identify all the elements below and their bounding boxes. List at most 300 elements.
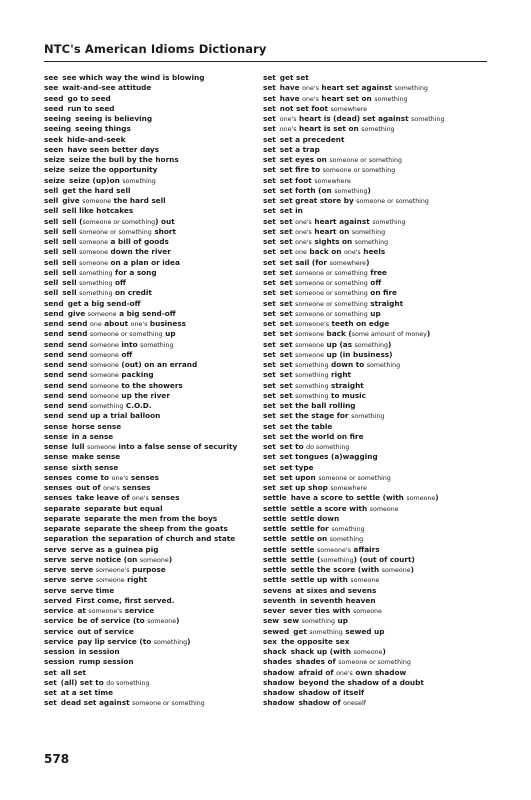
entry-headword: set [263, 370, 276, 380]
entry-headword: set [263, 206, 276, 216]
entry-phrase-text: send [67, 401, 90, 410]
entry-phrase-text: in seventh heaven [299, 595, 376, 605]
entry-phrase-text: set type [279, 462, 314, 472]
entry-headword: sense [44, 442, 68, 451]
entry-phrase-text: at a set time [60, 688, 114, 697]
entry-phrase-text: set eyes on [279, 155, 330, 164]
index-entry [44, 637, 259, 647]
entry-phrase-text: ) [187, 636, 191, 646]
entry-headword: see [44, 73, 59, 82]
entry-phrase-text: senses [119, 483, 151, 492]
entry-phrase-text: have [279, 93, 303, 103]
entry-phrase-text: set up shop [279, 483, 331, 492]
entry-phrase-text: to the showers [118, 380, 183, 390]
index-entry [263, 401, 478, 411]
entry-phrase-text: up the river [118, 390, 170, 400]
entry-phrase-text: down to [328, 360, 367, 369]
entry-headword: seize [44, 175, 65, 185]
index-entry [263, 73, 478, 83]
entry-headword: set [263, 83, 276, 93]
index-entry [44, 155, 259, 165]
entry-placeholder-text: something [361, 126, 395, 134]
entry-headword: serve [44, 585, 67, 595]
entry-phrase-text: get [293, 626, 310, 636]
entry-headword: service [44, 626, 74, 636]
entry-placeholder-text: one's [302, 85, 319, 93]
entry-headword: sell [44, 185, 59, 195]
entry-phrase-text: sell [62, 257, 80, 267]
entry-headword: see [44, 83, 59, 93]
entry-phrase-text: off [367, 278, 382, 287]
index-entry [263, 227, 478, 237]
entry-placeholder-text: something [79, 280, 113, 287]
index-entry [263, 565, 478, 575]
entry-placeholder-text: someone or something [295, 300, 368, 308]
entry-headword: set [263, 472, 276, 482]
entry-phrase-text: set upon [279, 472, 319, 482]
index-entry [44, 135, 259, 145]
index-entry [44, 299, 259, 309]
index-entry [263, 483, 478, 493]
entry-headword: send [44, 298, 64, 308]
entry-headword: seek [44, 134, 64, 144]
entry-phrase-text: sell [62, 288, 80, 298]
entry-placeholder-text: something [351, 228, 386, 236]
index-entry [44, 258, 259, 268]
entry-headword: sell [44, 226, 59, 236]
entry-phrase-text: into a false sense of security [115, 442, 238, 451]
index-entry [44, 227, 259, 237]
entry-headword: sense [44, 431, 68, 441]
entry-headword: set [263, 134, 276, 144]
entry-phrase-text: set [279, 360, 296, 369]
entry-headword: set [263, 155, 276, 164]
entry-placeholder-text: someone [79, 259, 108, 267]
index-entry [263, 555, 478, 565]
entry-headword: set [263, 421, 276, 431]
entry-placeholder-text: somewhere [314, 177, 351, 185]
index-entry [263, 104, 478, 114]
entry-placeholder-text: one's [343, 249, 361, 257]
entry-headword: sell [44, 278, 59, 287]
entry-headword: sell [44, 216, 59, 226]
entry-headword: set [263, 339, 276, 349]
entry-headword: settle [263, 513, 287, 523]
entry-headword: set [263, 114, 276, 123]
index-entry [263, 473, 478, 483]
index-entry [44, 124, 259, 134]
entry-headword: set [263, 124, 276, 134]
entry-phrase-text: ) [426, 329, 431, 339]
entry-headword: separate [44, 503, 81, 513]
entry-headword: set [263, 226, 276, 236]
entry-headword: set [263, 360, 276, 369]
index-entry [263, 637, 478, 647]
entry-headword: settle [263, 503, 287, 513]
index-entry [263, 237, 478, 247]
entry-phrase-text: short [151, 226, 176, 236]
entry-placeholder-text: something [354, 239, 389, 246]
index-entry [44, 206, 259, 216]
index-entry [263, 586, 478, 596]
entry-placeholder-text: something [331, 526, 365, 533]
entry-phrase-text: have [279, 83, 303, 93]
entry-phrase-text: shades of [295, 657, 339, 667]
index-entry [44, 678, 259, 688]
entry-phrase-text: heels [360, 247, 386, 257]
entry-placeholder-text: one's [336, 669, 353, 677]
entry-placeholder-text: something [366, 362, 401, 369]
index-entry [44, 104, 259, 114]
entry-placeholder-text: something [89, 403, 124, 410]
entry-phrase-text: own shadow [352, 667, 407, 677]
index-entry [44, 596, 259, 606]
entry-phrase-text: sell like hotcakes [62, 206, 134, 216]
index-entry [263, 647, 478, 657]
entry-placeholder-text: some amount of money [351, 331, 427, 339]
entry-phrase-text: set the world on fire [279, 431, 364, 441]
entry-headword: set [263, 247, 276, 257]
entry-headword: senses [44, 472, 73, 482]
entry-phrase-text: set foot [279, 175, 315, 185]
entry-headword: set [263, 319, 276, 328]
entry-phrase-text: up [334, 616, 348, 626]
entry-headword: service [44, 606, 74, 615]
entry-phrase-text: heart on [311, 226, 352, 236]
entry-phrase-text: heart set against [318, 83, 395, 93]
entry-placeholder-text: one's [279, 116, 297, 123]
index-entry [44, 350, 259, 360]
entry-phrase-text: get set [279, 73, 309, 82]
index-entry [44, 319, 259, 329]
index-entry [44, 688, 259, 698]
entry-phrase-text: give [67, 308, 88, 318]
entry-phrase-text: set a trap [279, 144, 320, 154]
index-entry [44, 278, 259, 288]
entry-phrase-text: settle for [290, 524, 332, 533]
entry-phrase-text: send [67, 339, 90, 349]
entry-headword: set [263, 196, 276, 205]
entry-placeholder-text: someone [82, 198, 112, 205]
entry-phrase-text: get a big send-off [67, 298, 141, 308]
entry-headword: set [263, 288, 276, 298]
entry-phrase-text: set [279, 226, 296, 236]
entry-phrase-text: set to [279, 442, 307, 451]
index-entry [263, 268, 478, 278]
index-entry [263, 370, 478, 380]
entry-headword: send [44, 329, 64, 339]
entry-phrase-text: at sixes and sevens [295, 585, 377, 595]
index-entry [44, 176, 259, 186]
entry-headword: set [263, 452, 276, 462]
entry-phrase-text: the separation of church and state [92, 534, 236, 544]
index-entry [263, 176, 478, 186]
entry-placeholder-text: someone [353, 608, 382, 615]
entry-phrase-text: settle down [290, 513, 340, 523]
entry-phrase-text: out of service [77, 626, 134, 636]
entry-phrase-text: service [122, 606, 155, 615]
index-entry [263, 329, 478, 339]
entry-phrase-text: a big send-off [116, 308, 176, 318]
entry-phrase-text: lull [71, 442, 88, 451]
right-column [263, 73, 478, 709]
index-entry [44, 391, 259, 401]
index-entry [263, 124, 478, 134]
index-entry [44, 668, 259, 678]
entry-placeholder-text: one's [295, 239, 312, 246]
index-entry [263, 381, 478, 391]
index-entry [44, 217, 259, 227]
entry-phrase-text: set [279, 349, 296, 359]
index-entry [263, 504, 478, 514]
entry-placeholder-text: someone [87, 444, 116, 451]
entry-headword: senses [44, 483, 73, 492]
entry-phrase-text: the opposite sex [281, 636, 350, 646]
index-entry [263, 145, 478, 155]
entry-phrase-text: separate but equal [84, 503, 163, 513]
index-entry [44, 463, 259, 473]
entry-phrase-text: set the stage for [279, 411, 352, 421]
entry-phrase-text: affairs [350, 544, 380, 554]
index-entry [263, 258, 478, 268]
entry-placeholder-text: someone or something [318, 474, 391, 482]
index-entry [44, 534, 259, 544]
entry-placeholder-text: someone's [316, 546, 351, 554]
entry-phrase-text: ) [382, 647, 386, 656]
entry-headword: seize [44, 155, 65, 164]
entry-phrase-text: sixth sense [71, 462, 119, 472]
index-entry [44, 524, 259, 534]
entry-phrase-text: ) [387, 339, 392, 349]
index-entry [44, 237, 259, 247]
index-entry [44, 94, 259, 104]
entry-headword: set [263, 298, 276, 308]
index-entry [44, 411, 259, 421]
entry-placeholder-text: somewhere [330, 105, 368, 113]
entry-phrase-text: ) [168, 554, 173, 564]
entry-phrase-text: send [67, 349, 90, 359]
entry-phrase-text: packing [118, 370, 154, 380]
entry-phrase-text: ) (out of court) [353, 554, 415, 564]
entry-phrase-text: sell [62, 226, 80, 236]
entry-placeholder-text: someone [139, 556, 169, 564]
entry-placeholder-text: something [351, 413, 385, 421]
entry-phrase-text: sever ties with [289, 606, 354, 615]
entry-phrase-text: in a sense [71, 431, 114, 441]
index-entry [263, 657, 478, 667]
entry-headword: shadow [263, 688, 295, 697]
entry-headword: session [44, 657, 75, 667]
entry-headword: sevens [263, 585, 292, 595]
entry-headword: sell [44, 288, 59, 298]
index-entry [44, 545, 259, 555]
entry-phrase-text: off [118, 349, 133, 359]
entry-headword: seize [44, 165, 65, 175]
entry-phrase-text: go to seed [67, 93, 111, 103]
entry-placeholder-text: something [320, 556, 354, 564]
entry-headword: set [263, 431, 276, 441]
index-entry [263, 452, 478, 462]
entry-phrase-text: (all) set to [60, 677, 107, 687]
entry-phrase-text: the hard sell [111, 196, 166, 205]
entry-headword: serve [44, 575, 67, 585]
entry-phrase-text: all set [60, 667, 87, 677]
entry-headword: settle [263, 493, 287, 503]
entry-phrase-text: seize the opportunity [69, 165, 158, 175]
index-entry [44, 329, 259, 339]
index-entry [263, 493, 478, 503]
entry-placeholder-text: something [372, 218, 406, 226]
entry-headword: set [263, 103, 276, 113]
entry-phrase-text: shack up (with [290, 647, 354, 656]
entry-headword: sense [44, 421, 68, 431]
entry-phrase-text: on credit [112, 288, 152, 298]
index-entry [44, 473, 259, 483]
entry-placeholder-text: something [153, 638, 188, 646]
entry-headword: set [263, 390, 276, 400]
entry-placeholder-text: someone [353, 649, 383, 656]
entry-phrase-text: on fire [367, 288, 398, 298]
entry-placeholder-text: someone or something [79, 228, 152, 236]
index-entry [44, 268, 259, 278]
entry-placeholder-text: something [140, 341, 174, 349]
entry-phrase-text: heart is (dead) set against [296, 114, 412, 123]
entry-phrase-text: down the river [108, 247, 171, 257]
entry-phrase-text: sell [62, 267, 80, 277]
index-entry [263, 668, 478, 678]
entry-phrase-text: take leave of [76, 493, 133, 503]
entry-phrase-text: send [67, 380, 90, 390]
index-entry [263, 350, 478, 360]
index-entry [263, 534, 478, 544]
entry-phrase-text: sewed up [342, 626, 385, 636]
entry-phrase-text: send up a trial balloon [67, 411, 161, 421]
entry-phrase-text: First come, first served. [75, 595, 175, 605]
index-entry [263, 606, 478, 616]
entry-phrase-text: beyond the shadow of a doubt [298, 677, 424, 687]
index-entry [44, 432, 259, 442]
entry-placeholder-text: someone or something [329, 157, 403, 164]
index-entry [263, 155, 478, 165]
entry-headword: sense [44, 462, 68, 472]
entry-phrase-text: serve [70, 565, 96, 574]
entry-headword: seeing [44, 124, 72, 134]
entry-placeholder-text: someone or something [295, 290, 368, 298]
index-entry [44, 442, 259, 452]
entry-headword: service [44, 616, 74, 626]
entry-phrase-text: right [124, 575, 148, 585]
entry-headword: set [263, 308, 276, 318]
entry-placeholder-text: something [79, 269, 113, 277]
entry-headword: serve [44, 565, 67, 574]
entry-phrase-text: settle the score (with [290, 565, 382, 574]
entry-phrase-text: heart is set on [296, 124, 362, 134]
index-entry [44, 288, 259, 298]
entry-placeholder-text: something [309, 628, 343, 636]
index-entry [44, 165, 259, 175]
entry-phrase-text: set in [279, 206, 303, 216]
index-entry [44, 627, 259, 637]
entry-phrase-text: send [67, 329, 90, 339]
entry-headword: set [263, 401, 276, 410]
entry-placeholder-text: someone [89, 341, 119, 349]
index-entry [44, 698, 259, 708]
entry-phrase-text: run to seed [67, 103, 115, 113]
entry-phrase-text: set great store by [279, 196, 357, 205]
index-entry [44, 340, 259, 350]
index-entry [44, 565, 259, 575]
entry-phrase-text: pay lip service (to [77, 636, 154, 646]
entry-phrase-text: ) [367, 185, 371, 195]
entry-phrase-text: set [279, 329, 296, 339]
entry-phrase-text: up (in business) [323, 349, 393, 359]
entry-headword: sell [44, 257, 59, 267]
entry-placeholder-text: someone [89, 392, 119, 400]
entry-headword: set [263, 349, 276, 359]
entry-headword: set [263, 442, 276, 451]
entry-phrase-text: send [67, 390, 90, 400]
entry-phrase-text: about [101, 319, 131, 328]
entry-placeholder-text: somewhere [329, 259, 367, 267]
entry-headword: sell [44, 237, 59, 246]
entry-headword: sex [263, 636, 277, 646]
entry-headword: separation [44, 534, 89, 544]
entry-phrase-text: back ( [323, 329, 352, 339]
header-rule [44, 61, 487, 62]
entry-placeholder-text: someone [295, 331, 324, 339]
entry-headword: send [44, 390, 64, 400]
entry-headword: settle [263, 575, 287, 585]
index-entry [44, 370, 259, 380]
entry-headword: sell [44, 206, 59, 216]
index-entry [263, 319, 478, 329]
entry-headword: set [263, 93, 276, 103]
entry-headword: service [44, 636, 74, 646]
entry-phrase-text: send [67, 370, 90, 380]
entry-headword: sense [44, 452, 68, 462]
entry-placeholder-text: someone's [95, 567, 130, 574]
entry-phrase-text: come to [76, 472, 112, 482]
running-header: NTC's American Idioms Dictionary [44, 42, 267, 56]
index-entry [263, 627, 478, 637]
index-entry [263, 288, 478, 298]
entry-placeholder-text: someone [369, 505, 399, 513]
entry-phrase-text: set [279, 390, 296, 400]
entry-headword: sell [44, 196, 59, 205]
entry-placeholder-text: someone or something [322, 167, 396, 175]
entry-placeholder-text: oneself [343, 700, 367, 708]
entry-phrase-text: sell [62, 247, 80, 257]
entry-placeholder-text: do something [306, 444, 350, 451]
index-entry [44, 514, 259, 524]
entry-placeholder-text: something [122, 177, 156, 185]
entry-headword: send [44, 349, 64, 359]
entry-placeholder-text: someone [89, 382, 119, 390]
entry-phrase-text: not set foot [279, 103, 331, 113]
index-entry [263, 422, 478, 432]
entry-phrase-text: seize (up)on [69, 175, 123, 185]
entry-phrase-text: serve notice (on [70, 554, 140, 564]
entry-placeholder-text: something [79, 290, 113, 298]
entry-phrase-text: settle on [290, 534, 330, 544]
entry-phrase-text: (out) on an errand [118, 360, 198, 369]
entry-headword: settle [263, 554, 287, 564]
entry-phrase-text: set [279, 308, 296, 318]
index-entry [263, 299, 478, 309]
index-entry [263, 217, 478, 227]
entry-placeholder-text: someone [406, 495, 436, 503]
page-number: 578 [44, 752, 70, 766]
